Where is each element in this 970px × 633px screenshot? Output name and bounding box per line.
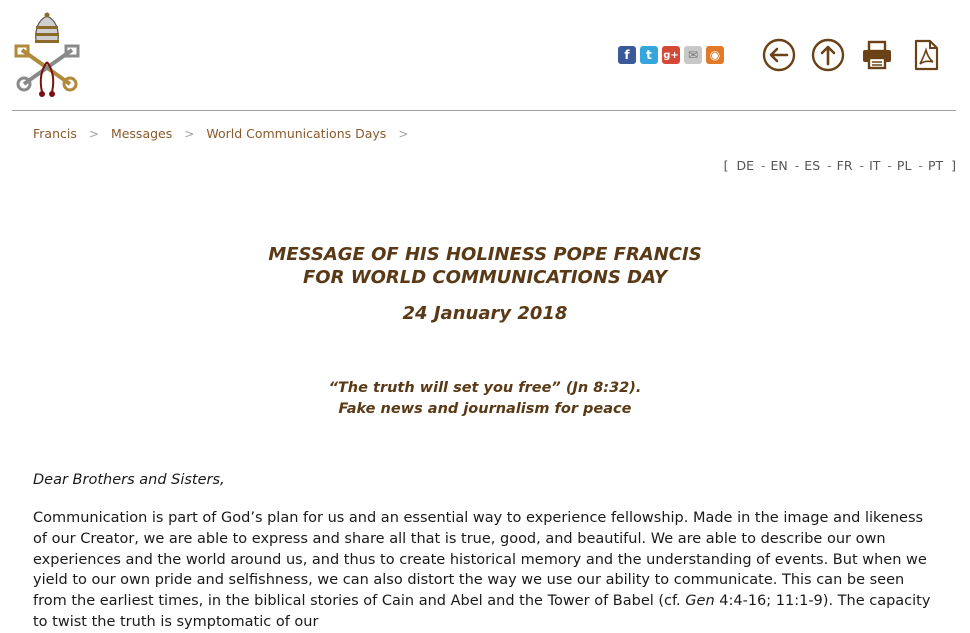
google-plus-icon[interactable]: g+ [662,46,680,64]
pdf-icon[interactable] [909,38,943,72]
body-paragraph [33,508,938,633]
coat-of-arms-logo[interactable] [12,12,82,100]
social-share-bar [618,46,724,64]
chevron-right-icon: > [398,126,409,141]
lang-en[interactable]: EN [770,158,788,173]
language-selector: [ DE - EN - ES - FR - IT - PL - PT ] [723,158,956,173]
lang-open-bracket: [ [723,158,729,173]
lang-pl[interactable]: PL [896,158,912,173]
up-arrow-icon[interactable] [811,38,845,72]
lang-fr[interactable]: FR [836,158,853,173]
title-line-1: MESSAGE OF HIS HOLINESS POPE FRANCIS [268,244,702,265]
breadcrumb-messages[interactable]: Messages [110,126,173,141]
greeting: Dear Brothers and Sisters, [33,472,225,488]
breadcrumb-world-communications-days[interactable]: World Communications Days [206,126,387,141]
lang-it[interactable]: IT [869,158,881,173]
email-icon[interactable]: ✉ [684,46,702,64]
print-icon[interactable] [860,38,894,72]
site-header [0,0,970,111]
lang-es[interactable]: ES [804,158,821,173]
chevron-right-icon: > [184,126,195,141]
facebook-icon[interactable]: f [618,46,636,64]
breadcrumb [33,126,420,141]
subtitle-line-2: Fake news and journalism for peace [338,401,632,417]
scripture-reference: Gen [685,593,715,610]
message-subtitle [0,378,970,420]
chevron-right-icon: > [88,126,99,141]
header-divider [12,110,956,111]
rss-icon[interactable]: ◉ [706,46,724,64]
lang-de[interactable]: DE [736,158,755,173]
breadcrumb-francis[interactable]: Francis [33,126,77,141]
paragraph-text-after: 4:4-16; 11:1-9). The capacity to twist the truth is symptomatic of our [33,593,931,630]
lang-pt[interactable]: PT [927,158,944,173]
title-line-2: FOR WORLD COMMUNICATIONS DAY [303,267,667,288]
page-tools [762,38,943,72]
lang-close-bracket: ] [951,158,956,173]
message-date: 24 January 2018 [402,303,568,324]
twitter-icon[interactable]: t [640,46,658,64]
page-title [0,243,970,324]
back-arrow-icon[interactable] [762,38,796,72]
subtitle-line-1: “The truth will set you free” (Jn 8:32). [328,380,642,396]
paragraph-text-before: Communication is part of God’s plan for us and an essential way to experience fellowship. Made in the image and likeness of our Creator, we are able to express and share all that is true, good, and beautiful. We are able to describe our own experiences and the world around us, and thus to create historical memory and the understanding of events. But when we yield to our own pride and selfishness, we can also distort the way we use our ability to communicate. This can be seen from the earliest times, in the biblical stories of Cain and Abel and the Tower of Babel (cf. [33,510,927,610]
